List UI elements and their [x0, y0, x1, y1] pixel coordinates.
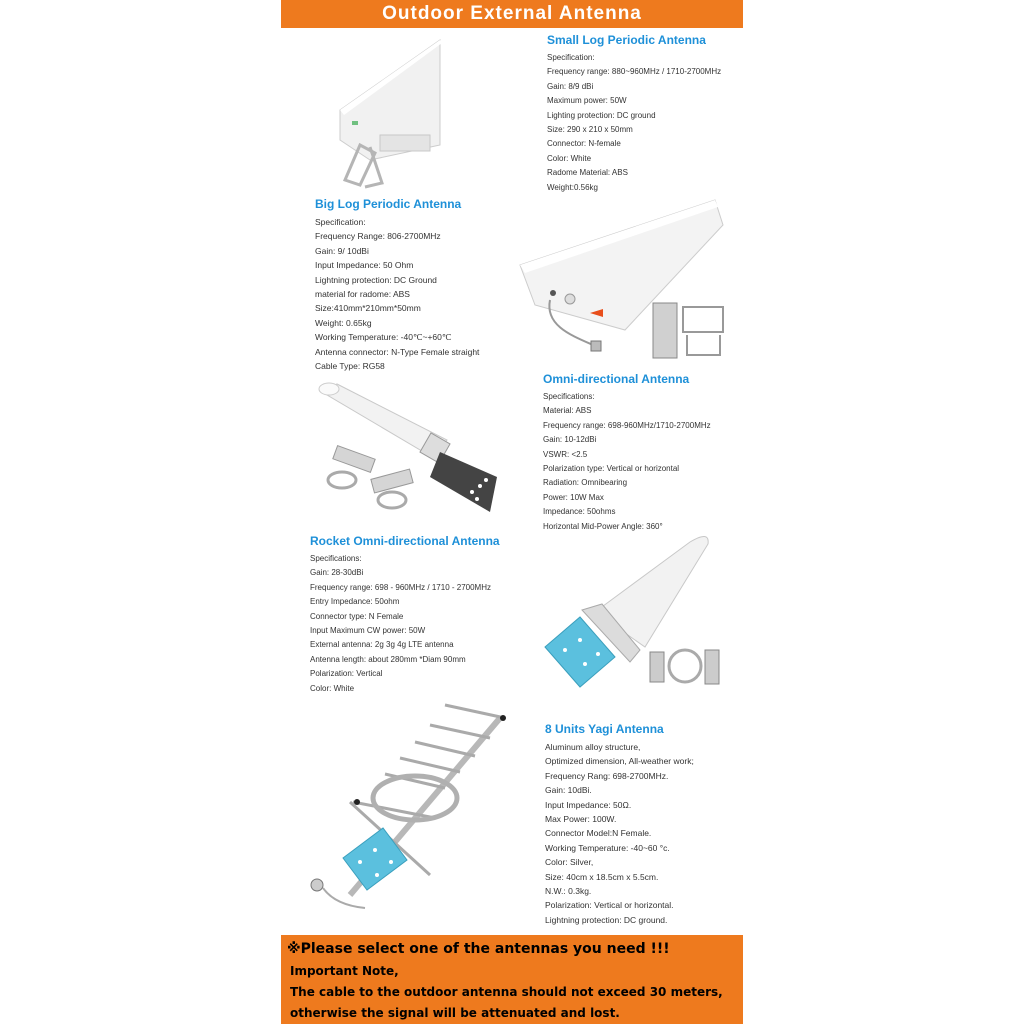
- spec-line: Polarization: Vertical or horizontal.: [545, 900, 674, 911]
- rocket-omni-section: [310, 534, 500, 696]
- spec-line: material for radome: ABS: [315, 289, 410, 300]
- spec-line: Optimized dimension, All-weather work;: [545, 756, 694, 767]
- spec-line: Gain: 9/ 10dBi: [315, 245, 369, 256]
- spec-line: External antenna: 2g 3g 4g LTE antenna: [310, 640, 454, 650]
- yagi-section: [545, 722, 694, 927]
- omni-directional-antenna-image: [312, 382, 507, 517]
- rocket-omni-antenna-image: [540, 532, 730, 692]
- spec-line: Lightning protection: DC Ground: [315, 274, 437, 285]
- spec-line: Frequency range: 698 - 960MHz / 1710 - 2700MHz: [310, 582, 491, 592]
- spec-line: Working Temperature: -40℃~+60℃: [315, 332, 452, 343]
- spec-line: Color: White: [310, 683, 355, 693]
- important-note-heading: Important Note,: [290, 964, 399, 978]
- spec-line: Color: Silver,: [545, 857, 594, 868]
- big-log-periodic-section: [315, 197, 479, 373]
- spec-line: Input Impedance: 50Ω.: [545, 799, 632, 810]
- small-log-title: Small Log Periodic Antenna: [547, 33, 706, 47]
- spec-line: Horizontal Mid-Power Angle: 360°: [543, 521, 663, 531]
- spec-line: N.W.: 0.3kg.: [545, 886, 592, 897]
- yagi-title: 8 Units Yagi Antenna: [545, 722, 664, 736]
- spec-line: Entry Impedance: 50ohm: [310, 597, 400, 607]
- spec-line: Connector Model:N Female.: [545, 828, 652, 839]
- spec-line: Specifications:: [310, 554, 362, 563]
- spec-line: Specification:: [547, 53, 595, 62]
- spec-line: Polarization: Vertical: [310, 669, 383, 679]
- spec-line: Gain: 10-12dBi: [543, 435, 597, 445]
- spec-line: Radiation: Omnibearing: [543, 478, 628, 488]
- select-antenna-note: ※Please select one of the antennas you need !!!: [287, 941, 670, 957]
- spec-line: Gain: 10dBi.: [545, 785, 592, 796]
- spec-line: Cable Type: RG58: [315, 361, 385, 372]
- page-header: [281, 0, 743, 28]
- cable-length-note: The cable to the outdoor antenna should not exceed 30 meters,: [290, 985, 723, 999]
- spec-line: Specification:: [315, 217, 366, 227]
- spec-line: Input Impedance: 50 Ohm: [315, 260, 414, 271]
- spec-line: Impedance: 50ohms: [543, 507, 616, 517]
- header-title: Outdoor External Antenna: [382, 3, 642, 24]
- spec-line: Size: 290 x 210 x 50mm: [547, 125, 633, 135]
- spec-line: Frequency Range: 806-2700MHz: [315, 231, 441, 242]
- spec-line: Frequency range: 698-960MHz/1710-2700MHz: [543, 420, 711, 430]
- signal-loss-note: otherwise the signal will be attenuated and lost.: [290, 1006, 620, 1020]
- spec-line: Antenna connector: N-Type Female straight: [315, 346, 480, 357]
- spec-line: Color: White: [547, 153, 592, 163]
- spec-line: Lighting protection: DC ground: [547, 110, 656, 120]
- spec-line: Gain: 8/9 dBi: [547, 81, 594, 91]
- spec-line: Connector: N-female: [547, 139, 621, 149]
- spec-line: Max Power: 100W.: [545, 814, 617, 825]
- yagi-antenna-image: [305, 700, 515, 915]
- spec-line: Lightning protection: DC ground.: [545, 914, 668, 925]
- spec-line: Input Maximum CW power: 50W: [310, 626, 426, 636]
- omni-directional-section: [543, 372, 711, 534]
- spec-line: Frequency Rang: 698-2700MHz.: [545, 770, 669, 781]
- small-log-periodic-antenna-image: [330, 35, 450, 195]
- omni-title: Omni-directional Antenna: [543, 372, 690, 386]
- spec-line: Working Temperature: -40~60 °c.: [545, 842, 670, 853]
- important-note-banner: [281, 935, 743, 1024]
- spec-line: Specifications:: [543, 392, 595, 401]
- spec-line: Material: ABS: [543, 406, 592, 416]
- big-log-periodic-antenna-image: [515, 195, 730, 365]
- spec-line: Polarization type: Vertical or horizontal: [543, 464, 680, 474]
- spec-line: Size:410mm*210mm*50mm: [315, 303, 421, 314]
- spec-line: Antenna length: about 280mm *Diam 90mm: [310, 654, 466, 664]
- spec-line: Weight: 0.65kg: [315, 317, 372, 328]
- spec-line: Gain: 28-30dBi: [310, 568, 364, 578]
- big-log-title: Big Log Periodic Antenna: [315, 197, 462, 211]
- spec-line: Power: 10W Max: [543, 492, 604, 502]
- rocket-title: Rocket Omni-directional Antenna: [310, 534, 500, 548]
- spec-line: Connector type: N Female: [310, 611, 404, 621]
- spec-line: Aluminum alloy structure,: [545, 742, 641, 752]
- spec-line: Radome Material: ABS: [547, 168, 628, 178]
- spec-line: Frequency range: 880~960MHz / 1710-2700MHz: [547, 67, 722, 77]
- spec-line: Weight:0.56kg: [547, 182, 598, 192]
- spec-line: Maximum power: 50W: [547, 96, 627, 106]
- spec-line: VSWR: <2.5: [543, 449, 588, 459]
- small-log-periodic-section: [547, 33, 721, 195]
- spec-line: Size: 40cm x 18.5cm x 5.5cm.: [545, 871, 659, 882]
